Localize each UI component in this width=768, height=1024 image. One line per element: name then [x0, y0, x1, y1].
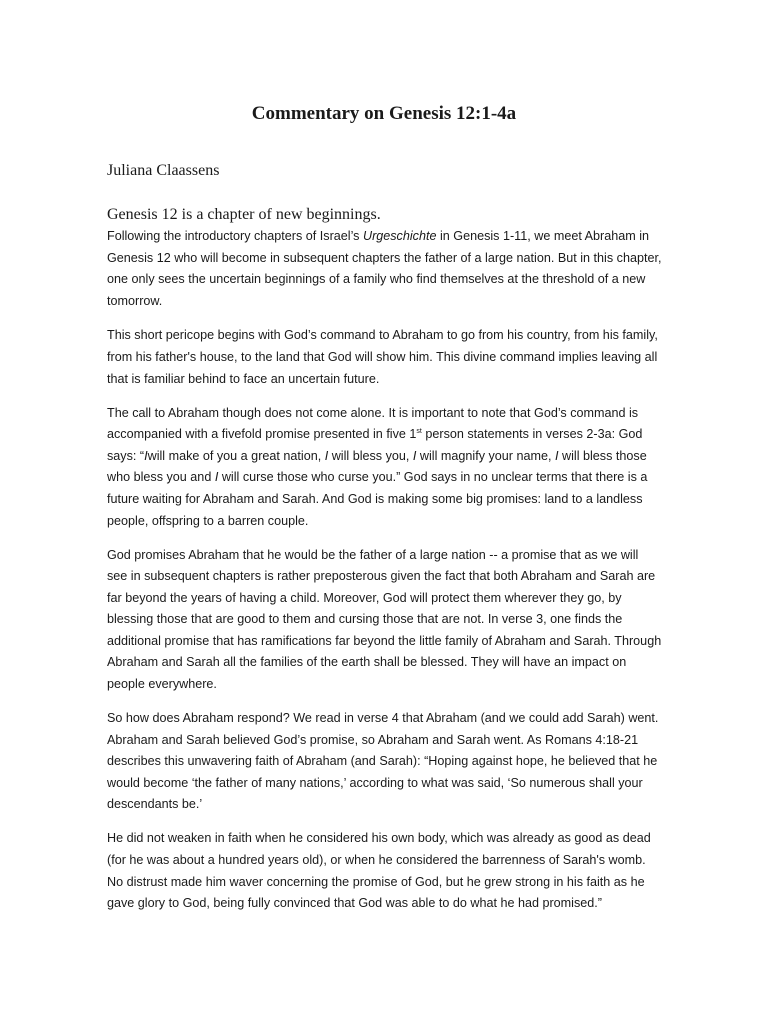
- paragraph-6: [107, 828, 662, 914]
- author-name: Juliana Claassens: [107, 162, 220, 179]
- paragraph-2: [107, 325, 662, 390]
- paragraph-4: [107, 545, 662, 696]
- paragraph-3-text-f: will bless those who bless you and: [107, 448, 647, 485]
- paragraph-4-text: God promises Abraham that he would be the father of a large nation -- a promise that as we will see in subsequent chapters is rather preposterous given the fact that both Abraham and Sarah are far beyond the years of having a child. Moreover, God will protect them wherever they go, by blessing those that are good to them and cursing those that are not. In verse 3, one finds the additional promise that has ramifications far beyond the little family of Abraham and Sarah. Through Abraham and Sarah all the families of the earth shall be blessed. They will have an impact on people everywhere.: [107, 547, 662, 692]
- emphasis-i-5: I: [214, 470, 219, 485]
- emphasis-i-2: I: [324, 448, 329, 463]
- paragraph-1-text-a: Following the introductory chapters of Israel’s: [107, 229, 363, 243]
- paragraph-3-text-e: will magnify your name,: [416, 448, 555, 463]
- paragraph-6-text: He did not weaken in faith when he considered his own body, which was already as good as dead (for he was about a hundred years old), or when he considered the barrenness of Sarah's womb. No distrust made him waver concerning the promise of God, but he grew strong in his faith as he gave glory to God, being fully convinced that God was able to do what he had promised.”: [107, 831, 651, 911]
- emphasis-i-3: I: [412, 448, 417, 463]
- paragraph-3-text-b: person statements in verses 2-3a: God says: “: [107, 427, 643, 463]
- paragraph-5-text: So how does Abraham respond? We read in verse 4 that Abraham (and we could add Sarah) went. Abraham and Sarah believed God’s promise, so Abraham and Sarah went. As Romans 4:18-21 describes this unwavering faith of Abraham (and Sarah): “Hoping against hope, he believed that he would become ‘the father of many nations,’ according to what was said, ‘So numerous shall your descendants be.’: [107, 711, 659, 812]
- paragraph-3-text-g: will curse those who curse you.” God says in no unclear terms that there is a future waiting for Abraham and Sarah. And God is making some big promises: land to a landless people, offspring to a barren couple.: [107, 470, 648, 528]
- lead-sentence: Genesis 12 is a chapter of new beginnings.: [107, 206, 381, 223]
- paragraph-2-text: This short pericope begins with God’s command to Abraham to go from his country, from his family, from his father's house, to the land that God will show him. This divine command implies leaving all that is familiar behind to face an uncertain future.: [107, 328, 658, 386]
- paragraph-5: [107, 708, 662, 816]
- paragraph-3-text-d: will bless you,: [328, 448, 413, 463]
- paragraph-1: [107, 226, 662, 312]
- document-title: Commentary on Genesis 12:1-4a: [251, 103, 517, 124]
- article-body: [107, 226, 662, 927]
- emphasis-i-4: I: [555, 448, 559, 463]
- ordinal-suffix: st: [416, 427, 422, 435]
- paragraph-1-text-c: in Genesis 1-11, we meet Abraham in Genesis 12 who will become in subsequent chapters the father of a large nation. But in this chapter, one only sees the uncertain beginnings of a family who find themselves at the threshold of a new tomorrow.: [107, 229, 662, 308]
- paragraph-3-text-c: will make of you a great nation,: [147, 448, 325, 463]
- paragraph-3-text-a: The call to Abraham though does not come alone. It is important to note that God’s command is accompanied with a fivefold promise presented in five 1: [107, 405, 639, 442]
- urgeschichte-term: Urgeschichte: [362, 229, 437, 243]
- emphasis-i-1: I: [144, 448, 148, 463]
- paragraph-3: [107, 403, 662, 533]
